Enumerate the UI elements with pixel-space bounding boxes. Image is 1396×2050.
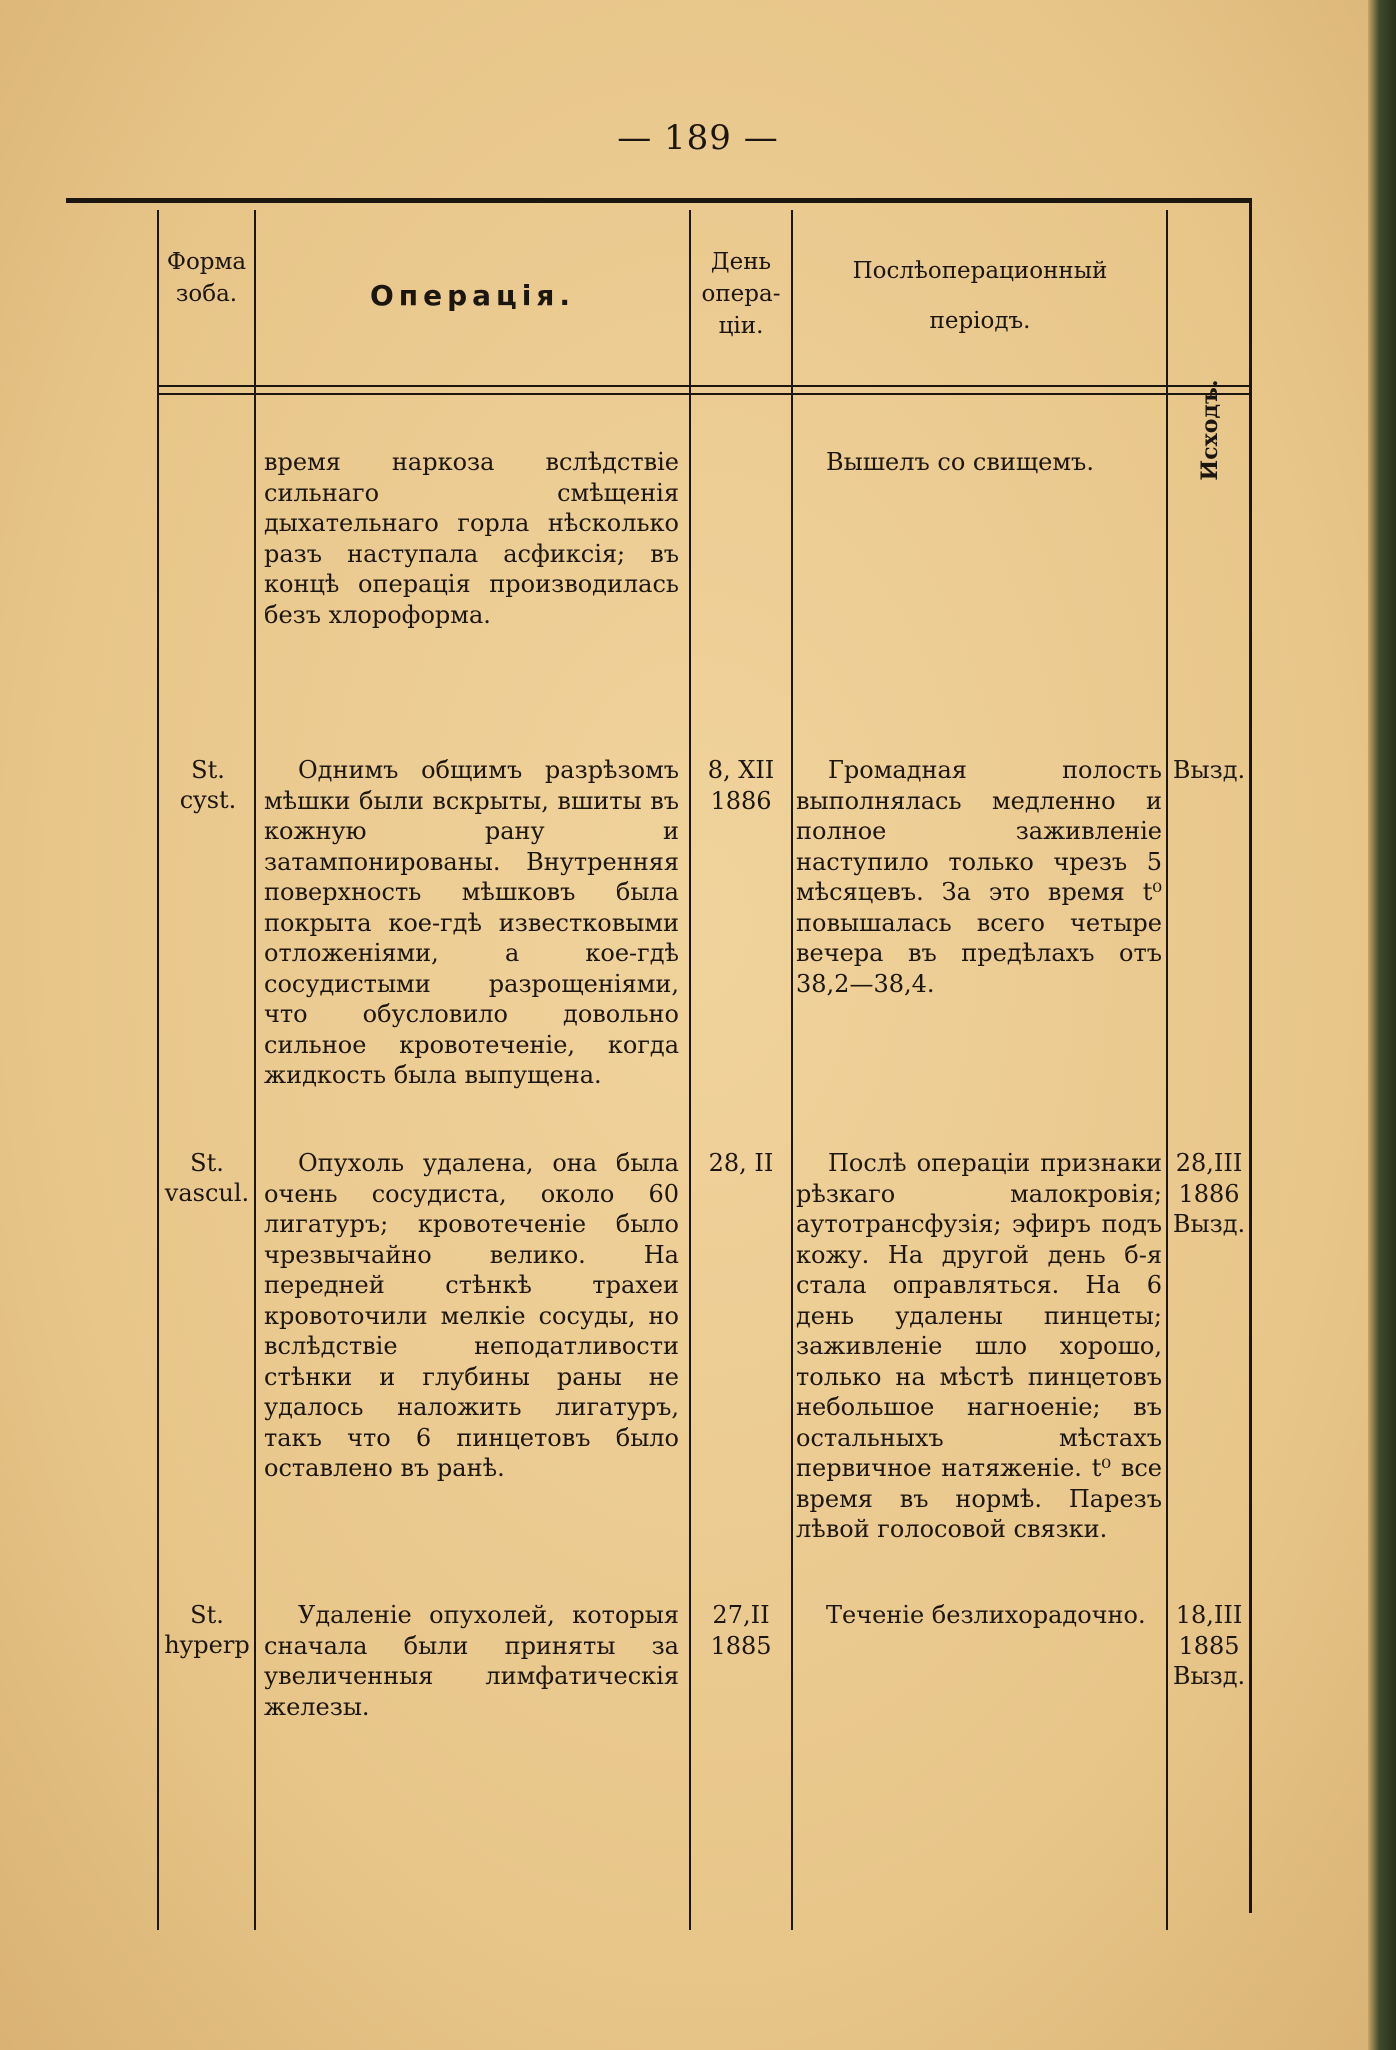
- row1-postop: Громадная полость выполнялась медленно и полное заживленіе наступило только чрезъ 5 мѣсяцевъ. За это время t⁰ повышалась всего четыре вечера въ предѣлахъ отъ 38,2—38,4.: [796, 756, 1162, 998]
- header-postop: Послѣоперационный періодъ.: [852, 258, 1108, 334]
- row0-operation: время наркоза вслѣдствіе сильнаго смѣщенія дыхательнаго горла нѣсколько разъ наступала асфиксія; въ концѣ операція производилась безъ хлороформа.: [264, 448, 679, 629]
- header-outcome: Исходъ.: [1197, 379, 1223, 481]
- header-rule-2: [158, 393, 1252, 395]
- row2-form: St. vascul.: [164, 1149, 250, 1207]
- row1-operation: Однимъ общимъ разрѣзомъ мѣшки были вскрыты, вшиты въ кожную рану и затампонированы. Внутренняя поверхность мѣшковъ была покрыта кое-гдѣ известковыми отложеніями, а кое-гдѣ сосудистыми разрощеніями, что обусловило довольно сильное кровотеченіе, когда жидкость была выпущена.: [264, 756, 679, 1089]
- header-day: День опера-ціи.: [701, 249, 781, 339]
- row1-form: St. cyst.: [179, 756, 237, 814]
- row3-operation: Удаленіе опухолей, которыя сначала были приняты за увеличенныя лимфатическія железы.: [264, 1601, 679, 1721]
- row3-form: St. hyperp: [164, 1601, 250, 1659]
- row2-operation: Опухоль удалена, она была очень сосудиста, около 60 лигатуръ; кровотеченіе было чрезвычайно велико. На передней стѣнкѣ трахеи кровоточили мелкіе сосуды, но вслѣдствіе неподатливости стѣнки и глубины раны не удалось наложить лигатуръ, такъ что 6 пинцетовъ было оставлено въ ранѣ.: [264, 1149, 679, 1482]
- header-operation: Операція.: [369, 279, 576, 312]
- book-spine-edge: [1368, 0, 1396, 2050]
- row3-outcome: 18,III 1885 Вызд.: [1172, 1601, 1246, 1690]
- row2-outcome: 28,III 1886 Вызд.: [1172, 1149, 1246, 1238]
- row3-postop: Теченіе безлихорадочно.: [826, 1601, 1146, 1629]
- row3-day: 27,II 1885: [710, 1601, 772, 1660]
- row2-day: 28, II: [708, 1149, 774, 1177]
- column-rule-1: [254, 210, 256, 1930]
- row1-outcome: Вызд.: [1172, 756, 1246, 784]
- row1-day: 8, XII 1886: [707, 756, 775, 815]
- column-rule-0: [157, 210, 159, 1930]
- column-rule-2: [689, 210, 691, 1930]
- header-form: Форма зоба.: [166, 249, 247, 307]
- column-rule-3: [791, 210, 793, 1930]
- row0-postop: Вышелъ со свищемъ.: [826, 448, 1094, 476]
- page-number: — 189 —: [617, 118, 779, 158]
- header-rule-1: [158, 385, 1252, 387]
- table-top-rule: [66, 198, 1252, 203]
- row2-postop: Послѣ операціи признаки рѣзкаго малокровія; аутотрансфузія; эфиръ подъ кожу. На другой день б-я стала оправляться. На 6 день удалены пинцеты; заживленіе шло хорошо, только на мѣстѣ пинцетовъ небольшое нагноеніе; въ остальныхъ мѣстахъ первичное натяженіе. t⁰ все время въ нормѣ. Парезъ лѣвой голосовой связки.: [796, 1149, 1162, 1543]
